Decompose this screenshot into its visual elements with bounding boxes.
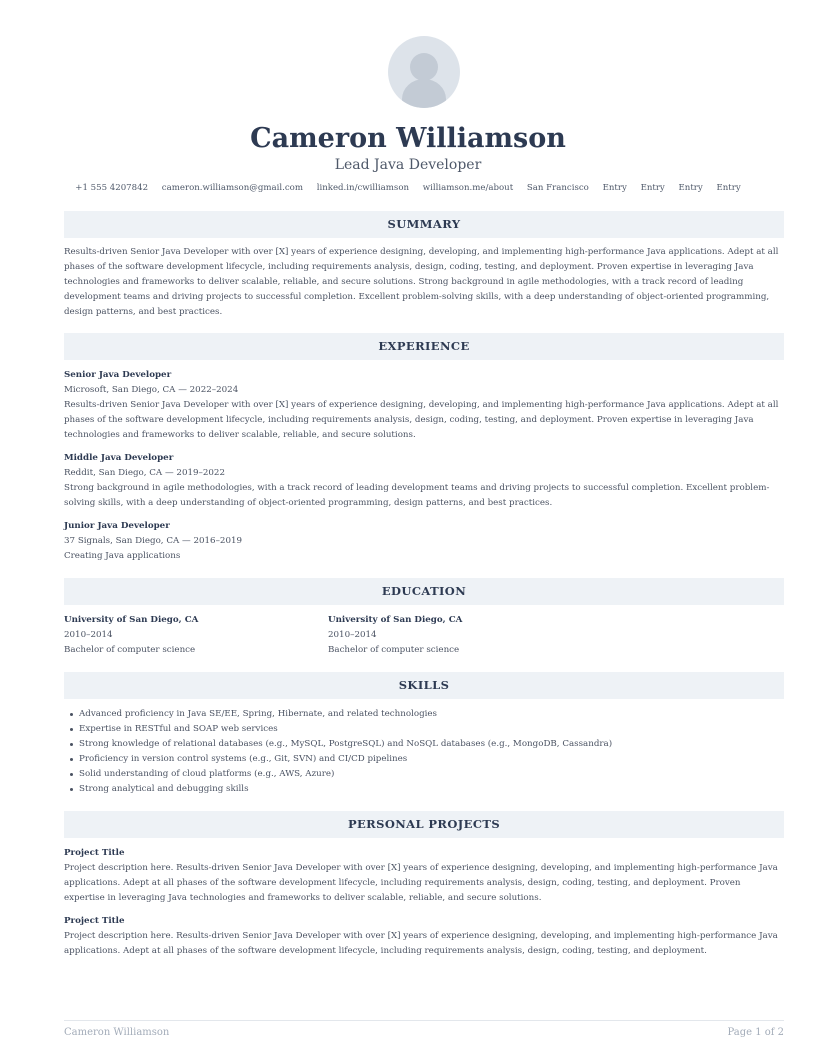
contact-email: cameron.williamson@gmail.com: [161, 183, 303, 193]
summary-text: Results-driven Senior Java Developer with over [X] years of experience designing, developing, and implementing high-performance Java applications. Adept at all phases of the software development lifecycle, including requirements analysis, design, coding, testing, and deployment. Proven expertise in leveraging Java technologies and frameworks to deliver scalable, reliable, and secure solutions. Strong background in agile methodologies, with a track record of leading development teams and driving projects to successful completion. Excellent problem-solving skills, with a deep understanding of object-oriented programming, design patterns, and best practices.: [64, 247, 779, 317]
section-header-summary: SUMMARY: [64, 211, 784, 238]
job-description: Results-driven Senior Java Developer with over [X] years of experience designing, developing, and implementing high-performance Java applications. Adept at all phases of the software development lifecycle, including requirements analysis, design, coding, testing, and deployment. Proven expertise in leveraging Java technologies and frameworks to deliver scalable, reliable, and secure solutions.: [64, 400, 779, 440]
skill-item: Strong analytical and debugging skills: [64, 782, 784, 797]
avatar-shoulders-shape: [402, 79, 446, 108]
skill-item: Proficiency in version control systems (e.g., Git, SVN) and CI/CD pipelines: [64, 752, 784, 767]
skill-item: Expertise in RESTful and SOAP web services: [64, 722, 784, 737]
avatar: [388, 36, 460, 108]
contact-entry: Entry: [716, 183, 741, 193]
skills-list: [64, 707, 784, 797]
contact-linkedin: linked.in/cwilliamson: [316, 183, 410, 193]
education-years: 2010–2014: [328, 630, 377, 640]
project-title: Project Title: [64, 916, 125, 926]
job-meta: Reddit, San Diego, CA — 2019–2022: [64, 468, 225, 478]
project-title: Project Title: [64, 848, 125, 858]
section-header-experience: EXPERIENCE: [64, 333, 784, 360]
skill-item: Solid understanding of cloud platforms (e.g., AWS, Azure): [64, 767, 784, 782]
contact-line: [0, 181, 816, 195]
education-years: 2010–2014: [64, 630, 113, 640]
section-header-skills: SKILLS: [64, 672, 784, 699]
project-description: Project description here. Results-driven Senior Java Developer with over [X] years of experience designing, developing, and implementing high-performance Java applications. Adept at all phases of the software development lifecycle, including requirements analysis, design, coding, testing, and deployment.: [64, 931, 778, 956]
candidate-role: Lead Java Developer: [334, 157, 482, 173]
skill-item: Advanced proficiency in Java SE/EE, Spring, Hibernate, and related technologies: [64, 707, 784, 722]
job-meta: 37 Signals, San Diego, CA — 2016–2019: [64, 536, 243, 546]
contact-entry: Entry: [602, 183, 627, 193]
education-degree: Bachelor of computer science: [64, 645, 196, 655]
education-school: University of San Diego, CA: [328, 615, 463, 625]
section-header-education: EDUCATION: [64, 578, 784, 605]
job-title: Middle Java Developer: [64, 453, 174, 463]
education-entry: [328, 613, 578, 658]
education-entry: [64, 613, 314, 658]
section-header-projects: PERSONAL PROJECTS: [64, 811, 784, 838]
education-degree: Bachelor of computer science: [328, 645, 460, 655]
job-title: Senior Java Developer: [64, 370, 172, 380]
job-description: Creating Java applications: [64, 551, 181, 561]
job-description: Strong background in agile methodologies, with a track record of leading development teams and driving projects to successful completion. Excellent problem-solving skills, with a deep understanding of object-oriented programming, design patterns, and best practices.: [64, 483, 770, 508]
footer-page-number: Page 1 of 2: [727, 1027, 784, 1038]
footer-divider: [64, 1020, 784, 1021]
job-meta: Microsoft, San Diego, CA — 2022–2024: [64, 385, 239, 395]
project-description: Project description here. Results-driven Senior Java Developer with over [X] years of experience designing, developing, and implementing high-performance Java applications. Adept at all phases of the software development lifecycle, including requirements analysis, design, coding, testing, and deployment. Proven expertise in leveraging Java technologies and frameworks to deliver scalable, reliable, and secure solutions.: [64, 863, 778, 903]
avatar-head-shape: [410, 53, 438, 81]
contact-phone: +1 555 4207842: [75, 183, 149, 193]
job-title: Junior Java Developer: [64, 521, 170, 531]
contact-entry: Entry: [640, 183, 665, 193]
skill-item: Strong knowledge of relational databases (e.g., MySQL, PostgreSQL) and NoSQL databases (e.g., MongoDB, Cassandra): [64, 737, 784, 752]
footer-name: Cameron Williamson: [64, 1027, 170, 1038]
education-school: University of San Diego, CA: [64, 615, 199, 625]
candidate-name: Cameron Williamson: [250, 123, 566, 154]
contact-location: San Francisco: [526, 183, 589, 193]
contact-entry: Entry: [678, 183, 703, 193]
contact-website: williamson.me/about: [422, 183, 514, 193]
